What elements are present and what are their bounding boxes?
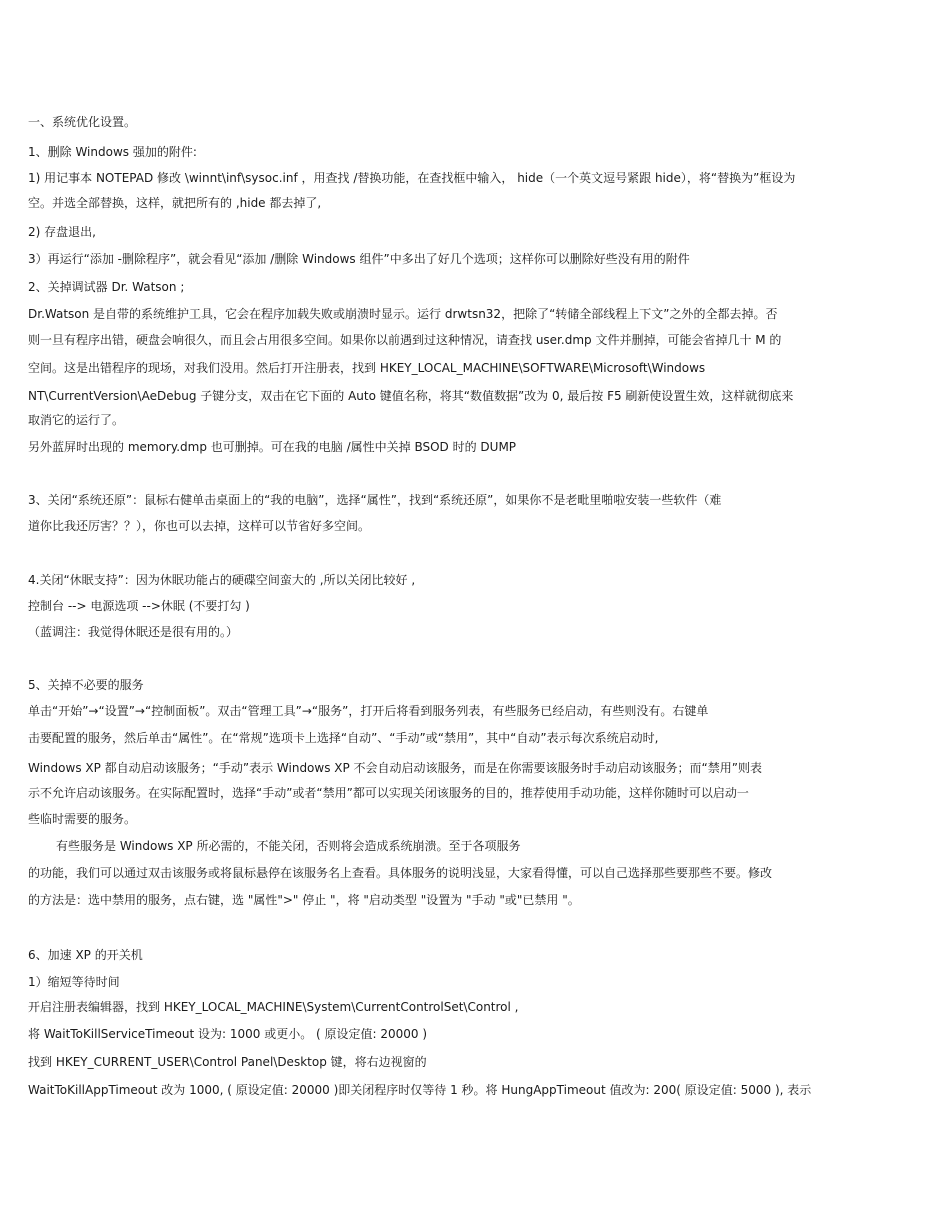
text-line: 1）缩短等待时间 [28,975,120,989]
text-line: 1) 用记事本 NOTEPAD 修改 \winnt\inf\sysoc.inf ，用查找 /替换功能，在查找框中输入， hide（一个英文逗号紧跟 hide），将“替换为”框设为 [28,171,796,185]
text-line: 另外蓝屏时出现的 memory.dmp 也可删掉。可在我的电脑 /属性中关掉 BSOD 时的 DUMP [28,440,517,454]
text-line: 3、关闭“系统还原”：鼠标右健单击桌面上的“我的电脑”，选择“属性”，找到“系统还原”，如果你不是老毗里啪啦安装一些软件（难 [28,493,722,507]
text-line: 找到 HKEY_CURRENT_USER\Control Panel\Desktop 键，将右边视窗的 [28,1055,427,1069]
text-line: 些临时需要的服务。 [28,812,137,826]
text-line: WaitToKillAppTimeout 改为 1000, ( 原设定值: 20000 )即关闭程序时仅等待 1 秒。将 HungAppTimeout 值改为: 200( 原设定值: 5000 ), 表示 [28,1083,812,1097]
text-line: 单击“开始”→“设置”→“控制面板”。双击“管理工具”→“服务”，打开后将看到服务列表，有些服务已经启动，有些则没有。右键单 [28,704,709,718]
text-line: 击要配置的服务，然后单击“属性”。在“常规”选项卡上选择“自动”、“手动”或“禁用”，其中“自动”表示每次系统启动时, [28,731,659,745]
text-line: NT\CurrentVersion\AeDebug 子键分支，双击在它下面的 Auto 键值名称，将其“数值数据”改为 0, 最后按 F5 刷新使设置生效，这样就彻底来 [28,389,794,403]
text-line: 空。并选全部替换，这样，就把所有的 ,hide 都去掉了, [28,196,322,210]
text-line: 5、关掉不必要的服务 [28,678,144,692]
text-line: 示不允许启动该服务。在实际配置时，选择“手动”或者“禁用”都可以实现关闭该服务的目的，推荐使用手动功能，这样你随时可以启动一 [28,786,749,800]
text-line: 6、加速 XP 的开关机 [28,948,143,962]
text-line: 3）再运行“添加 -删除程序”，就会看见“添加 /删除 Windows 组件”中多出了好几个选项；这样你可以删除好些没有用的附件 [28,252,690,266]
text-line: 一、系统优化设置。 [28,115,137,129]
text-line: 控制台 --> 电源选项 -->休眠 (不要打勾 ) [28,599,250,613]
text-line: 道你比我还厉害？？），你也可以去掉，这样可以节省好多空间。 [28,519,371,533]
text-line: 将 WaitToKillServiceTimeout 设为: 1000 或更小。 ( 原设定值: 20000 ) [28,1027,428,1041]
text-line: 4.关闭“休眠支持”：因为休眠功能占的硬碟空间蛮大的 ,所以关闭比较好 , [28,573,416,587]
text-line: 2、关掉调试器 Dr. Watson ; [28,280,185,294]
text-line: 2) 存盘退出, [28,225,96,239]
text-line: 空间。这是出错程序的现场，对我们没用。然后打开注册表，找到 HKEY_LOCAL_MACHINE\SOFTWARE\Microsoft\Windows [28,361,706,375]
text-line: 有些服务是 Windows XP 所必需的，不能关闭，否则将会造成系统崩溃。至于各项服务 [56,839,521,853]
text-line: （蓝调注：我觉得休眠还是很有用的。） [28,625,239,639]
text-line: Windows XP 都自动启动该服务；“手动”表示 Windows XP 不会自动启动该服务，而是在你需要该服务时手动启动该服务；而“禁用”则表 [28,761,762,775]
text-line: 取消它的运行了。 [28,413,125,427]
text-line: 开启注册表编辑器，找到 HKEY_LOCAL_MACHINE\System\CurrentControlSet\Control , [28,1000,519,1014]
text-line: 则一旦有程序出错，硬盘会响很久，而且会占用很多空间。如果你以前遇到过这种情况，请查找 user.dmp 文件并删掉，可能会省掉几十 M 的 [28,333,782,347]
text-line: 的方法是：选中禁用的服务，点右键，选 "属性">" 停止 "，将 "启动类型 "设置为 "手动 "或"已禁用 "。 [28,893,580,907]
text-line: Dr.Watson 是自带的系统维护工具，它会在程序加载失败或崩溃时显示。运行 drwtsn32，把除了“转储全部线程上下文”之外的全都去掉。否 [28,307,778,321]
text-line: 1、删除 Windows 强加的附件: [28,145,197,159]
text-line: 的功能，我们可以通过双击该服务或将鼠标悬停在该服务名上查看。具体服务的说明浅显，大家看得懂，可以自己选择那些要那些不要。修改 [28,866,773,880]
